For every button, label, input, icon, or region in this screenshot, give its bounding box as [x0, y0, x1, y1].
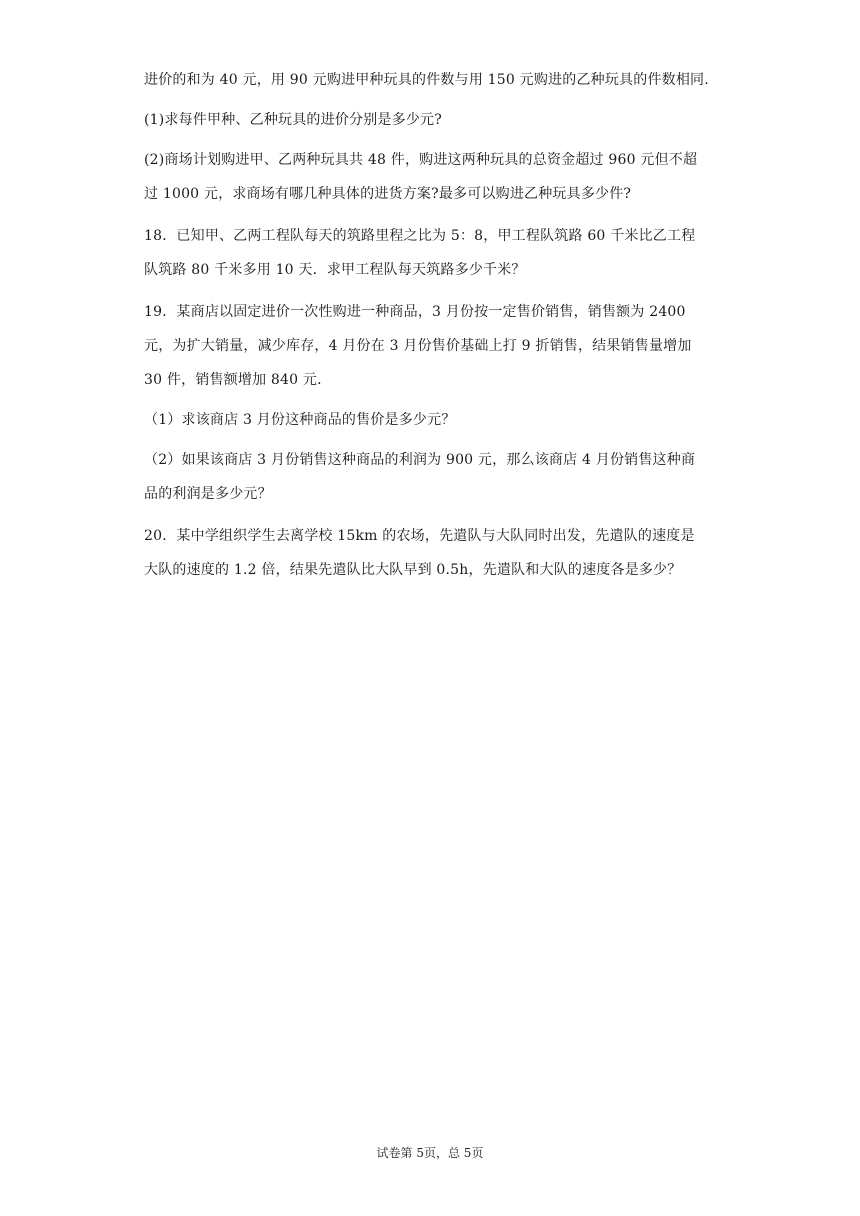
q19-line1: 19．某商店以固定进价一次性购进一种商品，3 月份按一定售价销售，销售额为 2400 [144, 304, 686, 320]
q17-continuation-line: 进价的和为 40 元，用 90 元购进甲种玩具的件数与用 150 元购进的乙种玩具的件数相同. [144, 72, 709, 88]
q18-line1: 18．已知甲、乙两工程队每天的筑路里程之比为 5：8，甲工程队筑路 60 千米比乙工程 [144, 228, 696, 244]
q19-part2-line1: （2）如果该商店 3 月份销售这种商品的利润为 900 元，那么该商店 4 月份销售这种商 [144, 452, 696, 468]
q18-line2: 队筑路 80 千米多用 10 天．求甲工程队每天筑路多少千米？ [144, 262, 526, 278]
q17-part2-line1: (2)商场计划购进甲、乙两种玩具共 48 件，购进这两种玩具的总资金超过 960 元但不超 [144, 152, 698, 168]
q20-line2: 大队的速度的 1.2 倍，结果先遣队比大队早到 0.5h，先遣队和大队的速度各是多少？ [144, 562, 682, 578]
page-footer: 试卷第 5页，总 5页 [376, 1146, 484, 1160]
q19-part1: （1）求该商店 3 月份这种商品的售价是多少元？ [144, 412, 456, 428]
q19-line2: 元，为扩大销量，减少库存，4 月份在 3 月份售价基础上打 9 折销售，结果销售量增加 [144, 338, 692, 354]
q19-part2-line2: 品的利润是多少元？ [144, 486, 272, 502]
q19-line3: 30 件，销售额增加 840 元． [144, 372, 332, 388]
question-content [144, 70, 720, 580]
q17-part1: (1)求每件甲种、乙种玩具的进价分别是多少元? [144, 112, 442, 128]
q20-line1: 20．某中学组织学生去离学校 15km 的农场，先遣队与大队同时出发，先遣队的速度是 [144, 528, 695, 544]
q17-part2-line2: 过 1000 元，求商场有哪几种具体的进货方案?最多可以购进乙种玩具多少件? [144, 186, 632, 202]
